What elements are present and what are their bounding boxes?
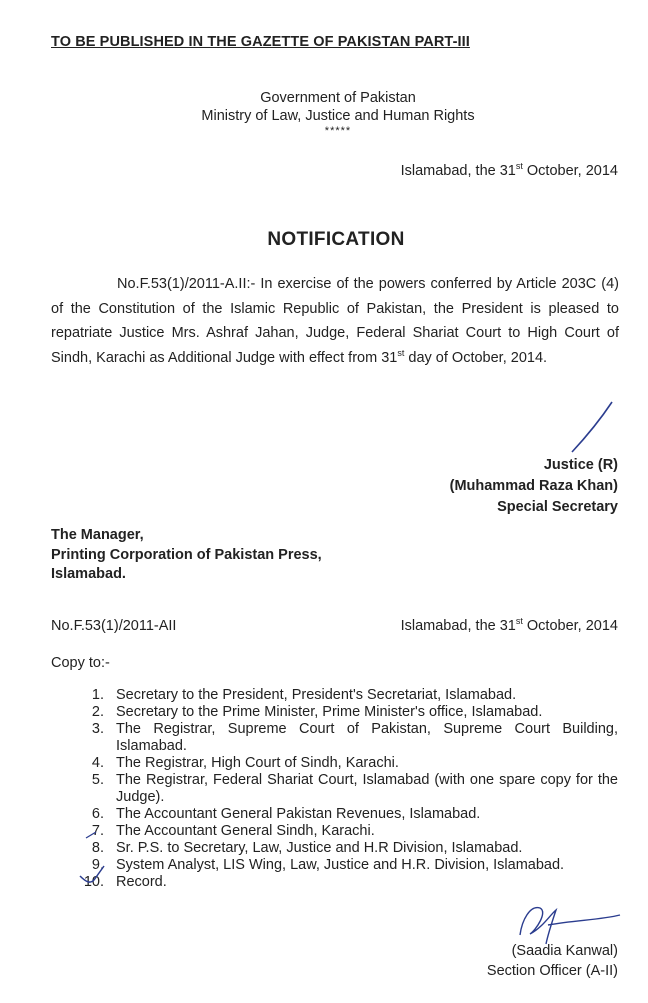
notification-ref: No.F.53(1)/2011-A.II:- [117, 276, 256, 292]
copy-reference: No.F.53(1)/2011-AII [51, 618, 177, 634]
notification-title: NOTIFICATION [267, 229, 405, 250]
list-item: 7. The Accountant General Sindh, Karachi. [91, 823, 375, 839]
gazette-heading: TO BE PUBLISHED IN THE GAZETTE OF PAKISTAN PART-III [51, 34, 470, 50]
list-item: 10. Record. [83, 874, 167, 890]
ministry-line: Ministry of Law, Justice and Human Rights [201, 108, 475, 124]
copy-date: Islamabad, the 31st October, 2014 [400, 616, 618, 634]
list-item: 8. Sr. P.S. to Secretary, Law, Justice and H.R Division, Islamabad. [91, 840, 523, 856]
list-item: 6. The Accountant General Pakistan Revenues, Islamabad. [91, 806, 481, 822]
notification-body: No.F.53(1)/2011-A.II:- In exercise of the powers conferred by Article 203C (4) of the Constitution of the Islamic Republic of Pakistan, the President is pleased to repatriate Justice Mrs. Ashraf Jahan, Judge, Federal Shariat Court to High Court of Sindh, Karachi as Additional Judge with effect from 31st day of October, 2014. [51, 276, 619, 366]
tick-mark-9 [80, 866, 104, 882]
initials-signature [520, 908, 620, 944]
recipient-address: The Manager, Printing Corporation of Pakistan Press, Islamabad. [51, 527, 322, 582]
copy-to-label: Copy to:- [51, 655, 110, 671]
list-item: 1. Secretary to the President, President's Secretariat, Islamabad. [91, 687, 517, 703]
stars-separator: ***** [324, 125, 352, 137]
list-item: 9. System Analyst, LIS Wing, Law, Justice and H.R. Division, Islamabad. [91, 857, 565, 873]
section-officer-title: Section Officer (A-II) [486, 963, 618, 979]
signature-stroke [572, 402, 612, 452]
signatory-designation: Special Secretary [497, 499, 618, 515]
list-item: 3. The Registrar, Supreme Court of Pakistan, Supreme Court Building, Islamabad. [91, 721, 618, 754]
section-officer-name: (Saadia Kanwal) [511, 943, 618, 959]
list-item: 4. The Registrar, High Court of Sindh, Karachi. [91, 755, 399, 771]
signatory-title: Justice (R) [543, 457, 618, 473]
government-line: Government of Pakistan [260, 90, 416, 106]
list-item: 5. The Registrar, Federal Shariat Court, Islamabad (with one spare copy for the Judge). [91, 772, 618, 805]
date-line: Islamabad, the 31st October, 2014 [400, 161, 618, 179]
list-item: 2. Secretary to the Prime Minister, Prime Minister's office, Islamabad. [91, 704, 543, 720]
signatory-name: (Muhammad Raza Khan) [449, 478, 618, 494]
tick-mark-8 [86, 832, 96, 838]
